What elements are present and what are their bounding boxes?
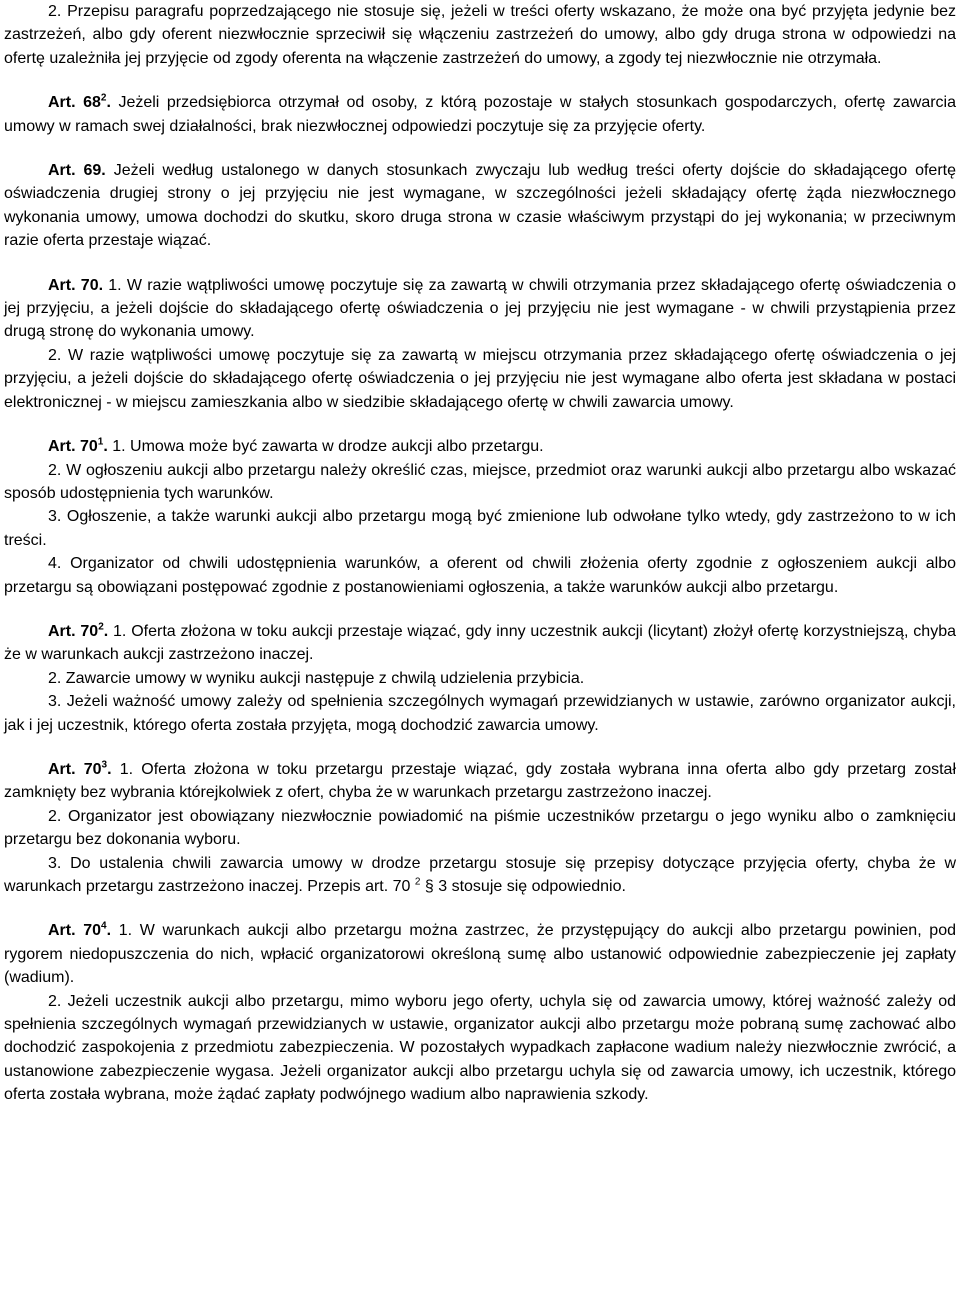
article-heading: Art. 70 bbox=[48, 922, 102, 940]
paragraph bbox=[4, 159, 956, 253]
paragraph-gap bbox=[4, 737, 956, 758]
paragraph bbox=[4, 852, 956, 899]
paragraph-gap bbox=[4, 898, 956, 919]
paragraph bbox=[4, 805, 956, 852]
paragraph-text: 2. Jeżeli uczestnik aukcji albo przetargu, mimo wyboru jego oferty, uchyla się od zawarcia umowy, której ważność zależy od spełnienia szczególnych wymagań przewidzianych w ustawie, organizator aukcji albo przetargu może pobraną sumę zachować albo dochodzić zaspokojenia z przedmiotu zabezpieczenia. W pozostałych wypadkach zapłacone wadium należy niezwłocznie zwrócić, a ustanowione zabezpieczenie wygasa. Jeżeli organizator aukcji albo przetargu uchyla się od zawarcia umowy, ich uczestnik, którego oferta została wybrana, może żądać zapłaty podwójnego wadium albo naprawienia szkody. bbox=[4, 992, 956, 1104]
paragraph bbox=[4, 344, 956, 414]
paragraph-text: 2. Zawarcie umowy w wyniku aukcji następuje z chwilą udzielenia przybicia. bbox=[48, 669, 585, 687]
superscript: 1 bbox=[97, 436, 104, 448]
article-heading: . bbox=[106, 94, 111, 112]
paragraph-gap bbox=[4, 253, 956, 274]
superscript: 2 bbox=[98, 621, 104, 633]
paragraph bbox=[4, 552, 956, 599]
paragraph-text: 2. Organizator jest obowiązany niezwłocznie powiadomić na piśmie uczestników przetargu o jego wyniku albo o zamknięciu przetargu bez dokonania wyboru. bbox=[4, 807, 956, 849]
paragraph bbox=[4, 990, 956, 1107]
paragraph bbox=[4, 91, 956, 138]
superscript: 2 bbox=[414, 876, 421, 888]
article-heading: . bbox=[106, 922, 112, 940]
paragraph bbox=[4, 459, 956, 506]
article-heading: Art. 70 bbox=[48, 760, 102, 778]
paragraph-text: Jeżeli według ustalonego w danych stosunkach zwyczaju lub według treści oferty dojście do składającego ofertę oświadczenia drugiej strony o jej przyjęciu nie jest wymagane, w szczególności jeżeli składający ofertę żąda niezwłocznego wykonania umowy, umowa dochodzi do skutku, skoro druga strona w czasie właściwym przystąpi do jej wykonania; w przeciwnym razie oferta przestaje wiązać. bbox=[4, 162, 957, 250]
article-heading: . bbox=[103, 438, 108, 456]
paragraph-text: 2. W ogłoszeniu aukcji albo przetargu należy określić czas, miejsce, przedmiot oraz warunki aukcji albo przetargu albo wskazać sposób udostępnienia tych warunków. bbox=[4, 461, 956, 502]
paragraph-gap bbox=[4, 599, 956, 620]
superscript: 3 bbox=[101, 759, 108, 771]
paragraph-text: 1. Oferta złożona w toku aukcji przestaje wiązać, gdy inny uczestnik aukcji (licytant) złożył ofertę korzystniejszą, chyba że w warunkach aukcji zastrzeżono inaczej. bbox=[4, 622, 956, 664]
paragraph bbox=[4, 505, 956, 552]
paragraph-text: 2. Przepisu paragrafu poprzedzającego nie stosuje się, jeżeli w treści oferty wskazano, że może ona być przyjęta jedynie bez zastrzeżeń, albo gdy oferent niezwłocznie sprzeciwił się włączeniu zastrzeżeń do umowy, albo gdy druga strona w odpowiedzi na ofertę uzależniła jej przyjęcie od zgody oferenta na włączenie zastrzeżeń do umowy, a zgody tej niezwłocznie nie otrzymała. bbox=[4, 3, 956, 67]
paragraph bbox=[4, 919, 956, 989]
paragraph bbox=[4, 0, 956, 70]
paragraph-text: 4. Organizator od chwili udostępnienia warunków, a oferent od chwili złożenia oferty zgodnie z ogłoszeniem aukcji albo przetargu są obowiązani postępować zgodnie z postanowieniami ogłoszenia, a także warunków aukcji albo przetargu. bbox=[4, 555, 956, 596]
paragraph bbox=[4, 620, 956, 667]
article-heading: Art. 69. bbox=[48, 162, 106, 180]
paragraph-text: 1. Umowa może być zawarta w drodze aukcji albo przetargu. bbox=[107, 438, 544, 456]
article-heading: . bbox=[107, 760, 112, 778]
paragraph bbox=[4, 667, 956, 690]
article-heading: Art. 70. bbox=[48, 276, 104, 294]
paragraph bbox=[4, 690, 956, 737]
paragraph bbox=[4, 758, 956, 805]
superscript: 2 bbox=[100, 92, 107, 104]
paragraph-text: 2. W razie wątpliwości umowę poczytuje się za zawartą w miejscu otrzymania przez składającego ofertę oświadczenia o jej przyjęciu, a jeżeli dojście do składającego ofertę oświadczenia o jej przyjęciu nie jest wymagane albo oferta jest składana w postaci elektronicznej - w miejscu zamieszkania albo w siedzibie składającego ofertę w chwili zawarcia umowy. bbox=[4, 346, 956, 411]
paragraph-gap bbox=[4, 414, 956, 435]
paragraph-gap bbox=[4, 138, 956, 159]
superscript: 4 bbox=[101, 921, 107, 933]
paragraph-gap bbox=[4, 70, 956, 91]
article-heading: . bbox=[103, 622, 109, 640]
paragraph-text: § 3 stosuje się odpowiednio. bbox=[420, 878, 626, 895]
paragraph-text: 3. Ogłoszenie, a także warunki aukcji albo przetargu mogą być zmienione lub odwołane tylko wtedy, gdy zastrzeżono to w ich treści. bbox=[4, 508, 956, 549]
paragraph-text: 1. Oferta złożona w toku przetargu przestaje wiązać, gdy została wybrana inna oferta albo gdy przetarg został zamknięty bez wybrania którejkolwiek z ofert, chyba że w warunkach przetargu zastrzeżono inaczej. bbox=[4, 760, 957, 802]
paragraph bbox=[4, 435, 956, 458]
paragraph-text: 3. Do ustalenia chwili zawarcia umowy w drodze przetargu stosuje się przepisy dotyczące przyjęcia oferty, chyba że w warunkach przetargu zastrzeżono inaczej. Przepis art. 70 bbox=[4, 854, 956, 895]
paragraph-text: Jeżeli przedsiębiorca otrzymał od osoby, z którą pozostaje w stałych stosunkach gospodarczych, ofertę zawarcia umowy w ramach swej działalności, brak niezwłocznej odpowiedzi poczytuje się za przyjęcie oferty. bbox=[4, 94, 957, 135]
article-heading: Art. 68 bbox=[48, 94, 101, 112]
article-heading: Art. 70 bbox=[48, 438, 98, 456]
article-heading: Art. 70 bbox=[48, 622, 99, 640]
paragraph-text: 3. Jeżeli ważność umowy zależy od spełnienia szczególnych wymagań przewidzianych w ustawie, zarówno organizator aukcji, jak i jej uczestnik, którego oferta została przyjęta, mogą dochodzić zawarcia umowy. bbox=[4, 693, 956, 734]
paragraph-text: 1. W warunkach aukcji albo przetargu można zastrzec, że przystępujący do aukcji albo przetargu powinien, pod rygorem niedopuszczenia do nich, wpłacić organizatorowi określoną sumę albo ustanowić odpowiednie zabezpieczenie jej zapłaty (wadium). bbox=[4, 922, 957, 987]
paragraph-text: 1. W razie wątpliwości umowę poczytuje się za zawartą w chwili otrzymania przez składającego ofertę oświadczenia o jej przyjęciu, a jeżeli dojście do składającego ofertę oświadczenia o jej przyjęciu nie jest wymagane - w chwili przystąpienia przez drugą stronę do wykonania umowy. bbox=[4, 276, 957, 341]
paragraph bbox=[4, 274, 956, 344]
